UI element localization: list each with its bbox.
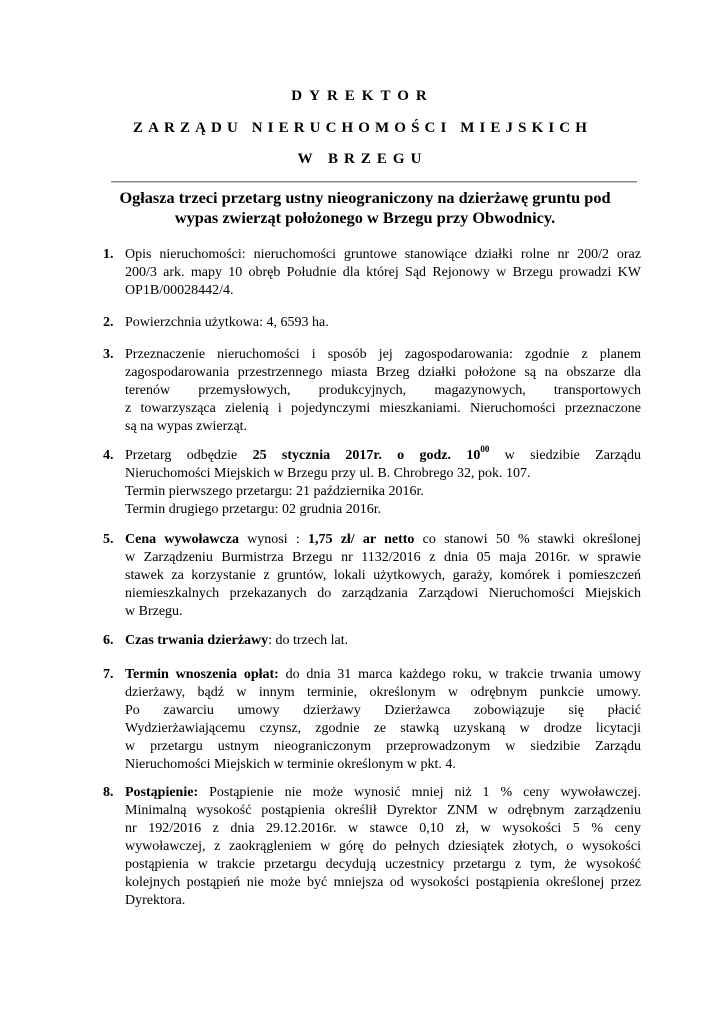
item-line (125, 632, 641, 650)
item-line: postąpienia w trakcie przetargu decydują uczestnicy przetargu z tym, że wysokość (125, 857, 641, 872)
price-label: Cena wywoławcza (125, 532, 239, 547)
item-line: terenów przemysłowych, produkcyjnych, magazynowych, transportowych (125, 383, 641, 398)
payment-text: do dnia 31 marca każdego roku, w trakcie trwania umowy (278, 667, 641, 682)
item-line: dzierżawy, bądź w innym terminie, określonym w odrębnym punkcie umowy. (125, 685, 641, 700)
announcement-title (100, 188, 630, 228)
item-line: Powierzchnia użytkowa: 4, 6593 ha. (125, 315, 329, 330)
item-line (125, 784, 641, 802)
item-line (125, 531, 641, 549)
item-text (125, 531, 641, 621)
item-line: w Zarządzeniu Burmistrza Brzegu nr 1132/2016 z dnia 05 maja 2016r. w sprawie (125, 550, 641, 565)
item-line: z towarzysząca zielenią i pojedynczymi mieszkaniami. Nieruchomości przeznaczone (125, 401, 641, 416)
header-line-3: W BRZEGU (297, 151, 428, 167)
price-description: co stanowi 50 % stawki określonej (414, 532, 642, 547)
item-line: OP1B/00028442/4. (125, 283, 234, 298)
item-text (125, 666, 641, 774)
item-text (125, 784, 641, 910)
auction-minutes: 00 (480, 444, 490, 455)
item-line: Wydzierżawiającemu czynsz, zgodnie ze stawką uzyskaną w drodze licytacji (125, 721, 641, 736)
title-line-2: wypas zwierząt położonego w Brzegu przy Obwodnicy. (174, 208, 556, 227)
item-line: Termin drugiego przetargu: 02 grudnia 2016r. (125, 502, 382, 517)
item-line: nr 192/2016 z dnia 29.12.2016r. w stawce 0,10 zł, w wysokości 5 % ceny (125, 821, 641, 836)
item-text (125, 314, 641, 332)
item-number: 1. (103, 247, 114, 262)
item-line: 200/3 ark. mapy 10 obręb Południe dla której Sąd Rejonowy w Brzegu prowadzi KW (125, 265, 641, 280)
price-connector: wynosi : (238, 532, 308, 547)
item-line: w Brzegu. (125, 604, 183, 619)
item-number: 7. (103, 667, 114, 682)
auction-place: w siedzibie Zarządu (504, 448, 642, 463)
item-number: 5. (103, 532, 114, 547)
item-text (125, 246, 641, 300)
item-line (125, 666, 641, 684)
item-line: wywoławczej, z zaokrągleniem w górę do pełnych dziesiątek złotych, o wysokości (125, 839, 641, 854)
auction-date: 25 stycznia 2017r. o godz. 10 (252, 448, 481, 463)
item-line: stawek za korzystanie z gruntów, lokali użytkowych, garaży, komórek i pomieszczeń (125, 568, 641, 583)
item-line (125, 444, 642, 465)
item-number: 4. (103, 448, 114, 463)
item-line: zagospodarowania przestrzennego miasta Brzeg działki położone są na obszarze dla (125, 365, 641, 380)
header-line-1: DYREKTOR (291, 88, 434, 104)
lease-duration-label: Czas trwania dzierżawy (125, 633, 269, 648)
item-line: Minimalną wysokość postąpienia określił Dyrektor ZNM w odrębnym zarządzeniu (125, 803, 641, 818)
item-line: Po zawarciu umowy dzierżawy Dzierżawca zobowiązuje się płacić (125, 703, 641, 718)
item-line: Nieruchomości Miejskich w terminie określonym w pkt. 4. (125, 757, 456, 772)
item-number: 3. (103, 347, 114, 362)
item-number: 8. (103, 785, 114, 800)
item-number: 6. (103, 633, 114, 648)
item-line: są na wypas zwierząt. (125, 419, 248, 434)
item-line: Dyrektora. (125, 893, 186, 908)
bid-increment-label: Postąpienie: (125, 785, 199, 800)
bid-increment-text: Postąpienie nie może wynosić mniej niż 1 % ceny wywoławczej. (198, 785, 641, 800)
item-text (125, 632, 641, 650)
item-line: Nieruchomości Miejskich w Brzegu przy ul. B. Chrobrego 32, pok. 107. (125, 466, 531, 481)
payment-label: Termin wnoszenia opłat: (125, 667, 279, 682)
item-line: niemieszkalnych przekazanych do zarządzania Zarządowi Nieruchomości Miejskich (125, 586, 641, 601)
header-line-2: ZARZĄDU NIERUCHOMOŚCI MIEJSKICH (133, 120, 592, 136)
auction-label: Przetarg odbędzie (125, 448, 238, 463)
item-number: 2. (103, 315, 114, 330)
item-text (125, 444, 642, 519)
item-line: Opis nieruchomości: nieruchomości gruntowe stanowiące działki rolne nr 200/2 oraz (125, 247, 641, 262)
item-line: Termin pierwszego przetargu: 21 października 2016r. (125, 484, 424, 499)
item-line: Przeznaczenie nieruchomości i sposób jej zagospodarowania: zgodnie z planem (125, 347, 641, 362)
title-line-1: Ogłasza trzeci przetarg ustny nieograniczony na dzierżawę gruntu pod (119, 188, 611, 207)
item-line: kolejnych postąpień nie może być mniejsza od wysokości postąpienia określonej przez (125, 875, 641, 890)
lease-duration-value: : do trzech lat. (268, 633, 349, 648)
item-text (125, 346, 641, 436)
price-value: 1,75 zł/ ar netto (307, 532, 415, 547)
item-line: w przetargu ustnym nieograniczonym przeprowadzonym w siedzibie Zarządu (125, 739, 641, 754)
header-divider (111, 181, 637, 183)
